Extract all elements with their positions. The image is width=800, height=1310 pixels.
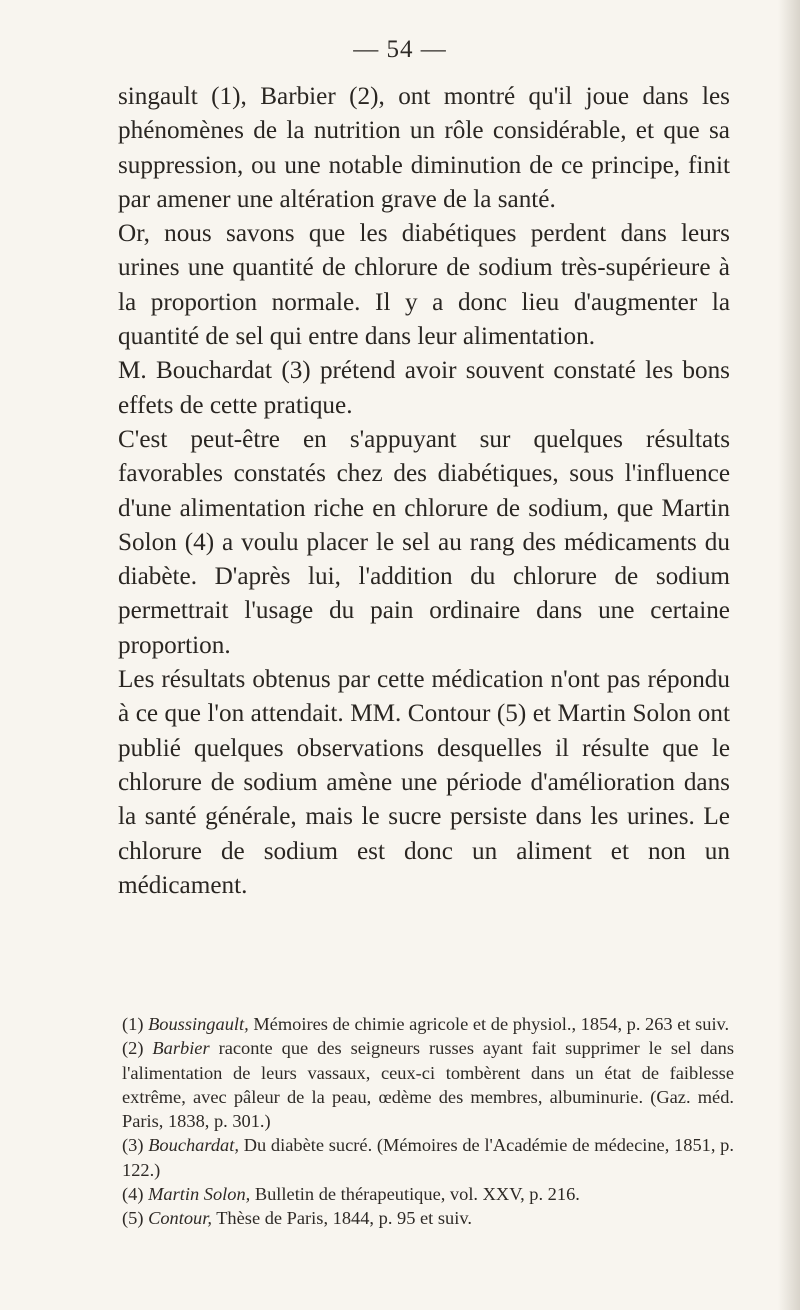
paragraph: Or, nous savons que les diabétiques perdent dans leurs urines une quantité de chlorure de sodium très-supérieure à la proportion normale. Il y a donc lieu d'augmenter la quantité de sel qui entre dans leur alimentation. <box>118 220 730 351</box>
footnote <box>122 1012 734 1036</box>
footnote-author: Martin Solon, <box>148 1184 251 1205</box>
page-edge-shadow <box>778 0 800 1310</box>
main-text <box>118 80 730 903</box>
footnote-text: Du diabète sucré. (Mémoires de l'Académie de médecine, 1851, p. 122.) <box>122 1135 734 1180</box>
footnote-author: Barbier <box>152 1038 210 1059</box>
footnote-number: (2) <box>122 1038 144 1059</box>
footnote-author: Boussingault, <box>148 1014 249 1034</box>
page-number: — 54 — <box>353 36 447 63</box>
footnote-text: Bulletin de thérapeutique, vol. XXV, p. 216. <box>250 1184 580 1205</box>
footnote-text: Thèse de Paris, 1844, p. 95 et suiv. <box>211 1208 472 1229</box>
paragraph: C'est peut-être en s'appuyant sur quelques résultats favorables constatés chez des diabétiques, sous l'influence d'une alimentation riche en chlorure de sodium, que Martin Solon (4) a voulu placer le sel au rang des médicaments du diabète. D'après lui, l'addition du chlorure de sodium permettrait l'usage du pain ordinaire dans une certaine proportion. <box>118 425 730 659</box>
footnotes <box>122 1012 734 1231</box>
footnote <box>122 1133 734 1182</box>
footnote-text: Mémoires de chimie agricole et de physiol., 1854, p. 263 et suiv. <box>248 1014 730 1034</box>
paragraph: Les résultats obtenus par cette médication n'ont pas répondu à ce que l'on attendait. MM. Contour (5) et Martin Solon ont publié quelques observations desquelles il résulte que le chlorure de sodium amène une période d'amélioration dans la santé générale, mais le sucre persiste dans les urines. Le chlorure de sodium est donc un aliment et non un médicament. <box>118 666 730 899</box>
footnote-author: Bouchardat, <box>148 1135 239 1156</box>
footnote-number: (3) <box>122 1135 144 1156</box>
paragraph: singault (1), Barbier (2), ont montré qu'il joue dans les phénomènes de la nutrition un rôle considérable, et que sa suppression, ou une notable diminution de ce principe, finit par amener une altération grave de la santé. <box>118 83 730 213</box>
footnote-text: raconte que des seigneurs russes ayant fait supprimer le sel dans l'alimentation de leurs vassaux, ceux-ci tombèrent dans un état de faiblesse extrême, avec pâleur de la peau, œdème des membres, albuminurie. (Gaz. méd. Paris, 1838, p. 301.) <box>122 1038 734 1132</box>
footnote <box>122 1036 734 1133</box>
paragraph: M. Bouchardat (3) prétend avoir souvent constaté les bons effets de cette pratique. <box>118 357 730 419</box>
footnote <box>122 1182 734 1206</box>
footnote <box>122 1206 734 1230</box>
footnote-number: (1) <box>122 1014 144 1034</box>
footnote-number: (4) <box>122 1184 144 1205</box>
footnote-author: Contour, <box>148 1208 212 1229</box>
footnote-number: (5) <box>122 1208 144 1229</box>
